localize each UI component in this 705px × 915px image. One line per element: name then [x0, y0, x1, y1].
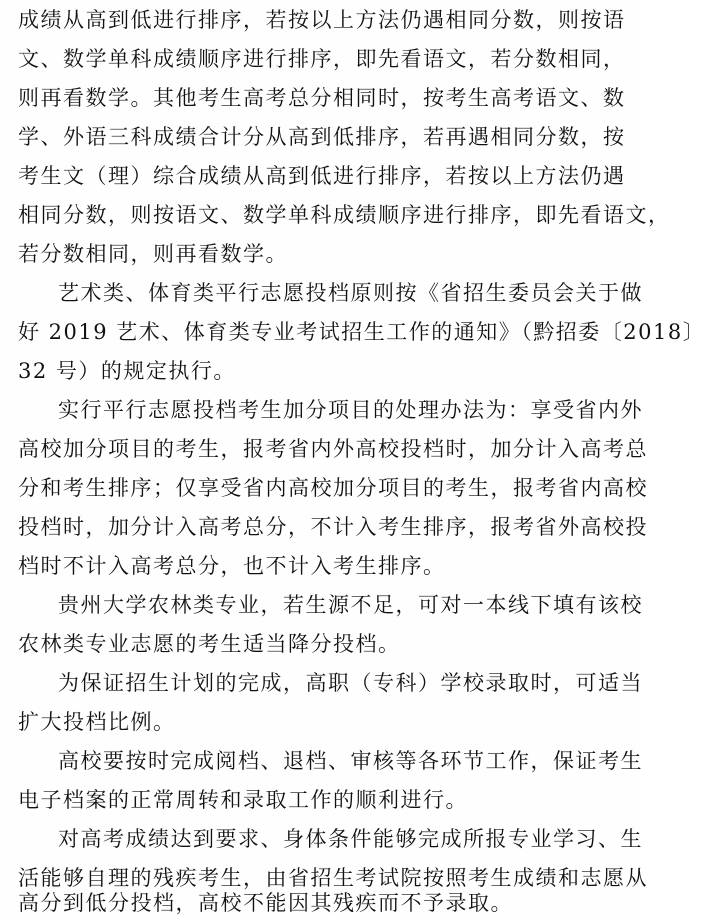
- text-line-23: 活能够自理的残疾考生，由省招生考试院按照考生成绩和志愿从: [18, 866, 648, 890]
- text-line-10: 32 号）的规定执行。: [18, 359, 236, 383]
- text-line-15: 档时不计入高考总分，也不计入考生排序。: [18, 554, 446, 578]
- text-line-17: 农林类专业志愿的考生适当降分投档。: [18, 632, 401, 656]
- text-line-6: 相同分数，则按语文、数学单科成绩顺序进行排序，即先看语文，: [18, 203, 671, 227]
- text-line-19: 扩大投档比例。: [18, 710, 176, 734]
- text-line-21: 电子档案的正常周转和录取工作的顺利进行。: [18, 788, 468, 812]
- text-line-1: 成绩从高到低进行排序，若按以上方法仍遇相同分数，则按语: [18, 8, 626, 32]
- text-line-13: 分和考生排序；仅享受省内高校加分项目的考生，报考省内高校: [18, 476, 648, 500]
- text-line-7: 若分数相同，则再看数学。: [18, 242, 288, 266]
- paragraph-start-file-review: 高校要按时完成阅档、退档、审核等各环节工作，保证考生: [58, 749, 643, 773]
- text-line-12: 高校加分项目的考生，报考省内外高校投档时，加分计入高考总: [18, 437, 648, 461]
- text-line-4: 学、外语三科成绩合计分从高到低排序，若再遇相同分数，按: [18, 125, 626, 149]
- text-line-3: 则再看数学。其他考生高考总分相同时，按考生高考语文、数: [18, 86, 626, 110]
- text-line-5: 考生文（理）综合成绩从高到低进行排序，若按以上方法仍遇: [18, 164, 626, 188]
- text-line-14: 投档时，加分计入高考总分，不计入考生排序，报考省外高校投: [18, 515, 648, 539]
- paragraph-start-art-sports: 艺术类、体育类平行志愿投档原则按《省招生委员会关于做: [58, 281, 643, 305]
- paragraph-start-disabled-candidates: 对高考成绩达到要求、身体条件能够完成所报专业学习、生: [58, 827, 643, 851]
- paragraph-start-bonus-points: 实行平行志愿投档考生加分项目的处理办法为：享受省内外: [58, 398, 643, 422]
- paragraph-start-guizhou-university: 贵州大学农林类专业，若生源不足，可对一本线下填有该校: [58, 593, 643, 617]
- text-line-2: 文、数学单科成绩顺序进行排序，即先看语文，若分数相同，: [18, 47, 626, 71]
- text-line-24: 高分到低分投档，高校不能因其残疾而不予录取。: [18, 891, 513, 915]
- paragraph-start-vocational-colleges: 为保证招生计划的完成，高职（专科）学校录取时，可适当: [58, 671, 643, 695]
- text-line-9: 好 2019 艺术、体育类专业考试招生工作的通知》（黔招委〔2018〕: [18, 320, 705, 344]
